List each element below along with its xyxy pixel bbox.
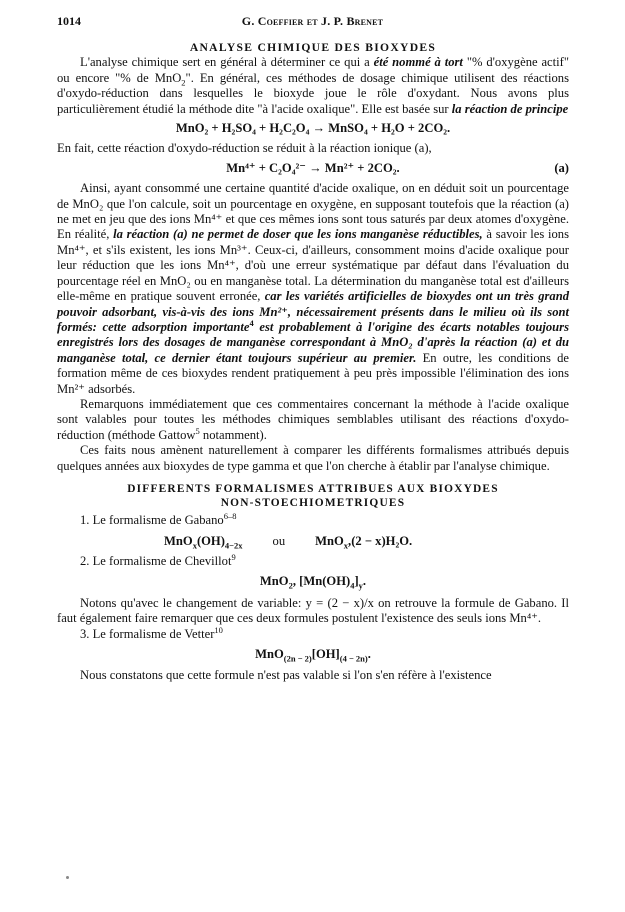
list-item-vetter: 3. Le formalisme de Vetter$^{10}$ <box>80 624 223 641</box>
scan-speck <box>66 876 69 879</box>
running-header-authors: G. Coeffier et J. P. Brenet <box>241 14 384 28</box>
page-number: 1014 <box>57 14 81 28</box>
equation-ionic-a: Mn⁴⁺ + C₂O₄²⁻ → Mn²⁺ + 2CO₂. (a) <box>226 160 569 175</box>
formula-gabano: $MnO_x(OH)_{4-2x}$ ou MnO$_x$,(2 − x)H₂O. <box>164 533 413 551</box>
section-title-analyse: ANALYSE CHIMIQUE DES BIOXYDES <box>189 41 437 54</box>
paragraph-4: Remarquons immédiatement que ces commentaires concernant la méthode à l'acide oxalique sont valables pour toutes les méthodes chimiques semblables utilisant des réactions d'oxydo-réduction (méthode Gattow$^5$ notamment). <box>57 396 569 442</box>
list-item-chevillot: 2. Le formalisme de Chevillot$^9$ <box>80 551 236 568</box>
running-header <box>57 14 568 30</box>
paragraph-1: L'analyse chimique sert en général à déterminer ce qui a été nommé à tort "% d'oxygène actif" ou encore "% de MnO$_2$". En général, ces méthodes de dosage chimique utilisent des réactions d'oxydo-réduction dans lesquelles le bioxyde joue le rôle d'oxydant. Nous avons plus particulièrement étudié la méthode dite "à l'acide oxalique". Elle est basée sur la réaction de principe <box>57 55 569 116</box>
equation-tag: (a) <box>554 160 569 175</box>
article-body <box>57 40 569 684</box>
paragraph-2: En fait, cette réaction d'oxydo-réduction se réduit à la réaction ionique (a), <box>57 141 432 156</box>
paragraph-7: Nous constatons que cette formule n'est pas valable si l'on s'en réfère à l'existence <box>80 668 492 683</box>
list-item-gabano: 1. Le formalisme de Gabano$^{6-8}$ <box>80 510 237 528</box>
equation-principle: MnO₂ + H₂SO₄ + H₂C₂O₄ → MnSO₄ + H₂O + 2CO₂. <box>175 121 451 136</box>
section-title-formalismes: DIFFERENTS FORMALISMES ATTRIBUES AUX BIOXYDES NON-STOECHIOMETRIQUES <box>127 482 499 509</box>
formula-chevillot: MnO$_2$, $[Mn(OH)_4]_y$. <box>259 574 367 591</box>
paragraph-5: Ces faits nous amènent naturellement à comparer les différents formalismes attribués depuis quelques années aux bioxydes de type gamma et que l'on cherche à établir par l'analyse chimique. <box>57 443 569 473</box>
paragraph-6: Notons qu'avec le changement de variable: y = (2 − x)/x on retrouve la formule de Gabano. Il faut également faire remarquer que ces deux formules postulent l'existence des seuls ions Mn⁴⁺. <box>57 595 569 626</box>
paragraph-3: Ainsi, ayant consommé une certaine quantité d'acide oxalique, on en déduit soit un pourcentage de MnO₂ que l'on calcule, soit un pourcentage en oxygène, en supposant toutefois que la réaction (a) ne met en jeu que des ions Mn⁴⁺ et que ces mêmes ions sont tous saturés par deux atomes d'oxygène. En réalité, la réaction (a) ne permet de doser que les ions manganèse réductibles, à savoir les ions Mn⁴⁺, et s'ils existent, les ions Mn³⁺. Ceux-ci, d'ailleurs, consomment moins d'acide oxalique pour leur réduction que les ions Mn⁴⁺, d'où une erreur systématique par défaut dans l'évaluation du pourcentage réel en MnO₂ ou en manganèse total. La détermination du manganèse total est d'ailleurs elle-même en pratique souvent erronée, car les variétés artificielles de bioxydes ont un très grand pouvoir adsorbant, vis-à-vis des ions Mn²⁺, nécessairement présents dans le milieu où ils sont formés: cette adsorption importante$^4$ est probablement à l'origine des écarts notables toujours enregistrés lors des dosages de manganèse correspondant à MnO₂ d'après la réaction (a) et du manganèse total, ce dernier étant toujours supérieur au premier. En outre, les conditions de formation même de ces bioxydes rendent pratiquement à peu près impossible l'élimination des ions Mn²⁺ adsorbés. <box>57 181 569 396</box>
formula-vetter: $MnO_{(2n - 2)}[OH]_{(4 - 2n)}$. <box>255 647 371 664</box>
